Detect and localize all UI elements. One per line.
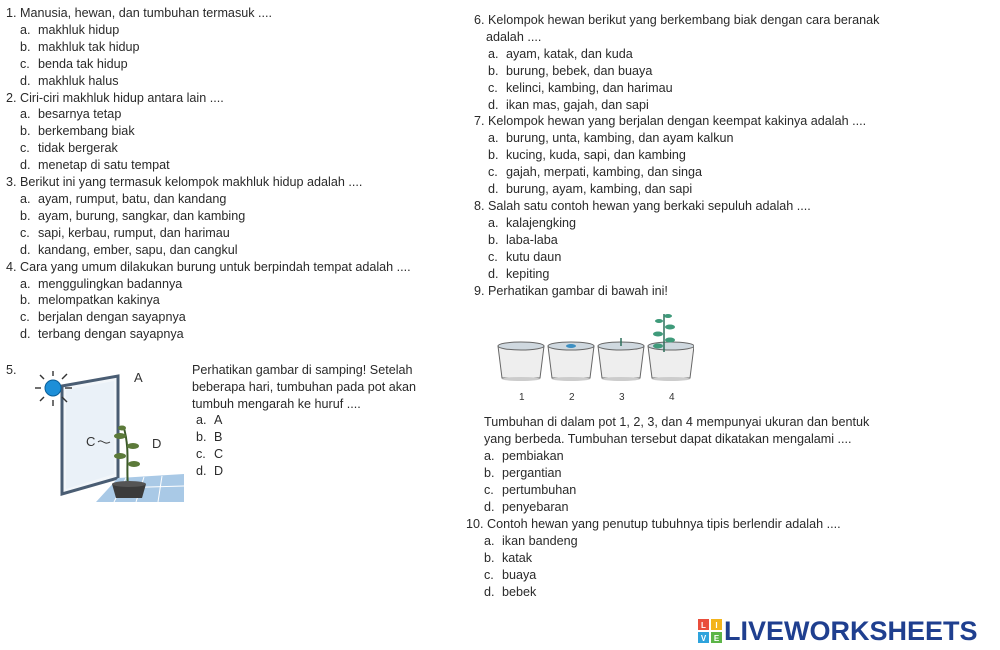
question-8-options [474, 215, 914, 283]
question-text: beberapa hari, tumbuhan pada pot akan [192, 379, 417, 394]
question-4-options [6, 276, 446, 344]
option-text: terbang dengan sayapnya [38, 327, 184, 342]
question-text: Cara yang umum dilakukan burung untuk berpindah tempat adalah .... [20, 259, 411, 274]
option-text: melompatkan kakinya [38, 293, 160, 308]
plant-window-figure [26, 366, 184, 502]
option-letter: c. [488, 249, 498, 264]
option-letter: a. [484, 533, 495, 548]
option-text: burung, bebek, dan buaya [506, 63, 653, 78]
question-number: 7. [474, 114, 485, 129]
answer-option[interactable] [484, 465, 934, 482]
question-6-stem [474, 29, 914, 46]
question-3-options [6, 191, 446, 259]
question-number: 5. [6, 363, 17, 377]
option-letter: a. [488, 46, 499, 61]
option-letter: c. [488, 80, 498, 95]
question-text: Kelompok hewan berikut yang berkembang biak dengan cara beranak [488, 13, 880, 27]
option-letter: c. [484, 567, 494, 582]
question-7-stem [474, 113, 914, 130]
option-text: ayam, rumput, batu, dan kandang [38, 191, 227, 206]
pot-2 [548, 342, 594, 381]
question-number: 10. [466, 517, 484, 531]
option-letter: d. [20, 73, 31, 88]
question-text: Salah satu contoh hewan yang berkaki sepuluh adalah .... [488, 198, 811, 213]
option-letter: d. [20, 158, 31, 173]
option-text: kalajengking [506, 215, 577, 230]
option-text: sapi, kerbau, rumput, dan harimau [38, 225, 230, 240]
option-text: burung, unta, kambing, dan ayam kalkun [506, 131, 734, 146]
question-10-stem [466, 516, 926, 533]
question-number: 6. [474, 13, 485, 27]
answer-option[interactable] [484, 550, 926, 567]
option-text: B [214, 429, 223, 444]
question-8-stem [474, 198, 914, 215]
option-text: tidak bergerak [38, 141, 118, 156]
answer-option[interactable] [20, 56, 446, 73]
option-text: C [214, 446, 224, 461]
answer-option[interactable] [20, 242, 446, 259]
option-text: kucing, kuda, sapi, dan kambing [506, 148, 686, 163]
option-letter: a. [20, 276, 31, 291]
question-number: 1. [6, 6, 17, 20]
option-text: gajah, merpati, kambing, dan singa [506, 165, 703, 180]
question-number: 2. [6, 90, 17, 105]
option-text: ayam, burung, sangkar, dan kambing [38, 208, 246, 223]
option-letter: c. [20, 310, 30, 325]
question-9-stem [474, 283, 914, 300]
figure-label-c: C [86, 434, 96, 449]
option-text: buaya [502, 567, 537, 582]
pot-number-4: 4 [669, 392, 675, 403]
option-text: ikan bandeng [502, 533, 578, 548]
answer-option[interactable] [196, 446, 223, 463]
option-text: makhluk halus [38, 73, 119, 88]
option-letter: b. [20, 293, 31, 308]
option-text: kandang, ember, sapu, dan cangkul [38, 242, 238, 257]
question-2-stem [6, 90, 446, 107]
tall-plant-icon [644, 312, 684, 352]
option-letter: d. [484, 584, 495, 599]
answer-option[interactable] [20, 22, 446, 39]
question-1-options [6, 22, 446, 90]
answer-option[interactable] [20, 140, 446, 157]
question-text: Tumbuhan di dalam pot 1, 2, 3, dan 4 mempunyai ukuran dan bentuk [484, 415, 870, 429]
brand-wordmark: LIVEWORKSHEETS [724, 615, 978, 646]
option-letter: d. [484, 499, 495, 514]
option-letter: b. [484, 550, 495, 565]
answer-option[interactable] [20, 123, 446, 140]
question-6-options [474, 46, 914, 114]
answer-option[interactable] [488, 215, 914, 232]
answer-option[interactable] [488, 249, 914, 266]
option-letter: a. [488, 131, 499, 146]
option-text: penyebaran [502, 499, 569, 514]
option-text: pembiakan [502, 448, 564, 463]
answer-option[interactable] [20, 326, 446, 343]
option-text: kepiting [506, 266, 550, 281]
option-text: A [214, 413, 223, 427]
option-text: berkembang biak [38, 124, 135, 139]
option-letter: b. [488, 148, 499, 163]
question-text: Ciri-ciri makhluk hidup antara lain .... [20, 90, 224, 105]
question-7-options [474, 130, 914, 198]
pot-number-3: 3 [619, 392, 625, 403]
liveworksheets-logo [698, 616, 978, 646]
question-10 [466, 516, 926, 601]
question-9-options [474, 448, 934, 516]
question-4-stem [6, 259, 446, 276]
answer-option[interactable] [20, 225, 446, 242]
option-text: bebek [502, 584, 537, 599]
option-letter: b. [20, 208, 31, 223]
figure-label-d: D [152, 436, 162, 451]
answer-option[interactable] [488, 63, 914, 80]
answer-option[interactable] [20, 73, 446, 90]
question-text: Contoh hewan yang penutup tubuhnya tipis berlendir adalah .... [487, 517, 841, 531]
question-number: 9. [474, 283, 485, 298]
pot-number-1: 1 [519, 392, 525, 403]
option-text: ikan mas, gajah, dan sapi [506, 97, 649, 112]
answer-option[interactable] [196, 412, 223, 429]
question-text: Perhatikan gambar di samping! Setelah [192, 363, 413, 377]
question-text: Manusia, hewan, dan tumbuhan termasuk .... [20, 6, 273, 20]
option-text: menggulingkan badannya [38, 276, 183, 291]
option-letter: a. [484, 448, 495, 463]
answer-option[interactable] [484, 499, 934, 516]
option-letter: a. [20, 107, 31, 122]
answer-option[interactable] [488, 130, 914, 147]
option-letter: a. [488, 215, 499, 230]
answer-option[interactable] [20, 208, 446, 225]
figure-label-a: A [134, 370, 143, 385]
option-letter: b. [488, 232, 499, 247]
question-text: Berikut ini yang termasuk kelompok makhluk hidup adalah .... [20, 175, 363, 190]
answer-option[interactable] [488, 232, 914, 249]
answer-option[interactable] [20, 157, 446, 174]
option-letter: d. [20, 242, 31, 257]
right-column [474, 12, 914, 299]
option-text: makhluk hidup [38, 22, 120, 37]
question-number: 3. [6, 175, 17, 190]
option-text: makhluk tak hidup [38, 39, 140, 54]
question-5-options [196, 412, 223, 480]
option-text: kelinci, kambing, dan harimau [506, 80, 673, 95]
option-letter: b. [488, 63, 499, 78]
option-letter: c. [20, 225, 30, 240]
answer-option[interactable] [196, 429, 223, 446]
answer-option[interactable] [20, 276, 446, 293]
question-text: Perhatikan gambar di bawah ini! [488, 283, 668, 298]
answer-option[interactable] [196, 463, 223, 480]
pot-number-2: 2 [569, 392, 575, 403]
pot-1 [498, 342, 544, 381]
option-letter: b. [20, 39, 31, 54]
question-number: 8. [474, 198, 485, 213]
option-letter: d. [488, 266, 499, 281]
answer-option[interactable] [488, 164, 914, 181]
option-letter: d. [20, 327, 31, 342]
option-letter: a. [20, 22, 31, 37]
answer-option[interactable] [20, 106, 446, 123]
option-letter: c. [196, 446, 206, 461]
pot-3 [598, 338, 644, 381]
answer-option[interactable] [488, 266, 914, 283]
svg-text:E: E [713, 634, 720, 643]
liveworksheets-icon [698, 619, 722, 643]
question-1-stem [6, 5, 446, 22]
question-6-stem [474, 12, 914, 29]
option-letter: b. [196, 429, 207, 444]
sun-icon [35, 371, 72, 406]
option-letter: c. [20, 141, 30, 156]
answer-option[interactable] [488, 147, 914, 164]
left-column [6, 5, 446, 343]
option-letter: b. [484, 465, 495, 480]
option-text: berjalan dengan sayapnya [38, 310, 186, 325]
svg-text:L: L [701, 621, 706, 630]
option-letter: d. [488, 182, 499, 197]
option-letter: c. [488, 165, 498, 180]
answer-option[interactable] [488, 97, 914, 114]
option-letter: a. [196, 413, 207, 427]
option-text: pertumbuhan [502, 482, 577, 497]
question-number: 4. [6, 259, 17, 274]
answer-option[interactable] [20, 309, 446, 326]
option-text: ayam, katak, dan kuda [506, 46, 633, 61]
option-text: pergantian [502, 465, 562, 480]
answer-option[interactable] [484, 482, 934, 499]
question-text: adalah .... [486, 29, 542, 44]
question-text: Kelompok hewan yang berjalan dengan keempat kakinya adalah .... [488, 114, 867, 129]
option-letter: c. [484, 482, 494, 497]
question-2-options [6, 106, 446, 174]
option-text: kutu daun [506, 249, 562, 264]
svg-text:I: I [715, 621, 718, 630]
answer-option[interactable] [20, 292, 446, 309]
option-letter: d. [196, 463, 207, 478]
option-text: katak [502, 550, 533, 565]
option-text: laba-laba [506, 232, 558, 247]
option-letter: b. [20, 124, 31, 139]
answer-option[interactable] [484, 584, 926, 601]
answer-option[interactable] [484, 567, 926, 584]
option-text: besarnya tetap [38, 107, 122, 122]
answer-option[interactable] [484, 533, 926, 550]
option-text: burung, ayam, kambing, dan sapi [506, 182, 693, 197]
question-text: tumbuh mengarah ke huruf .... [192, 396, 361, 411]
answer-option[interactable] [488, 46, 914, 63]
question-text: yang berbeda. Tumbuhan tersebut dapat dikatakan mengalami .... [484, 431, 852, 446]
option-letter: a. [20, 191, 31, 206]
question-3-stem [6, 174, 446, 191]
svg-text:V: V [700, 634, 707, 643]
option-letter: d. [488, 97, 499, 112]
option-letter: c. [20, 56, 30, 71]
answer-option[interactable] [20, 191, 446, 208]
answer-option[interactable] [20, 39, 446, 56]
question-10-options [466, 533, 926, 601]
option-text: benda tak hidup [38, 56, 128, 71]
question-9-body [474, 414, 934, 515]
answer-option[interactable] [488, 80, 914, 97]
answer-option[interactable] [484, 448, 934, 465]
option-text: menetap di satu tempat [38, 158, 170, 173]
option-text: D [214, 463, 224, 478]
answer-option[interactable] [488, 181, 914, 198]
question-5-stem [192, 362, 448, 413]
